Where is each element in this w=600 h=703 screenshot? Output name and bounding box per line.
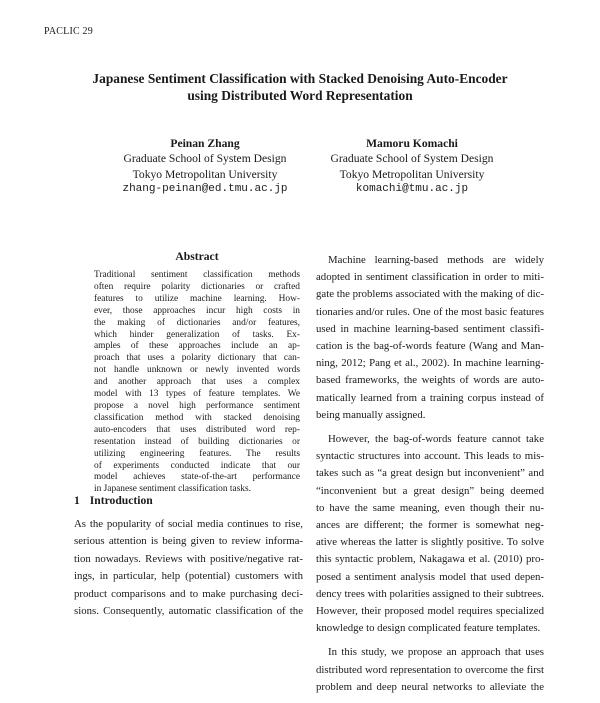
text-line: which hinder generalization of tasks. Ex- — [94, 329, 300, 340]
author-name: Peinan Zhang — [170, 137, 240, 150]
right-column-body — [316, 252, 544, 703]
text-line: this syntactic problem, Nakagawa et al. (2010) pro- — [316, 553, 544, 566]
text-line: takes such as “a great design but inconvenient” and — [316, 467, 544, 480]
text-line: distributed word representation to overcome the first — [316, 663, 544, 676]
author-block-1 — [100, 136, 310, 198]
title-line-2: using Distributed Word Representation — [187, 88, 413, 103]
paragraph — [316, 431, 544, 637]
text-line: used in machine learning-based sentiment classifi- — [316, 322, 544, 335]
text-line: ever, those approaches incur high costs in — [94, 305, 300, 316]
author-institution: Tokyo Metropolitan University — [132, 167, 278, 181]
text-line: Traditional sentiment classification methods — [94, 270, 300, 280]
text-line: Machine learning-based methods are widely — [328, 254, 544, 266]
author-name: Mamoru Komachi — [366, 137, 458, 150]
text-line: gate the problems associated with the making of dic- — [316, 288, 544, 301]
text-line: ances are different; the former is somewhat neg- — [316, 519, 544, 532]
paragraph — [316, 252, 544, 424]
text-line: being manually assigned. — [316, 408, 426, 421]
text-line: ings, in particular, help (potential) customers with — [74, 570, 303, 583]
text-line: ning, 2012; Pang et al., 2002). In machine learning- — [316, 357, 544, 370]
title-line-1: Japanese Sentiment Classification with Stacked Denoising Auto-Encoder — [92, 71, 508, 86]
author-email: komachi@tmu.ac.jp — [355, 183, 469, 196]
text-line: knowledge to design complicated feature templates. — [316, 622, 541, 635]
text-line: propose a novel high performance sentiment — [94, 400, 300, 411]
text-line: model with 13 types of feature templates. We — [94, 389, 300, 400]
text-line: serious attention is being given to review informa- — [74, 535, 303, 548]
text-line: the making of dictionaries and/or features, — [94, 317, 300, 328]
text-line: However, their proposed model requires specialized — [316, 605, 544, 618]
paper-title — [60, 70, 540, 104]
text-line: matically learned from a training corpus instead of — [316, 391, 544, 404]
text-line: in Japanese sentiment classification tasks. — [94, 484, 251, 495]
text-line: tion nowadays. Reviews with positive/negative rat- — [74, 552, 303, 565]
section-number: 1 — [74, 494, 80, 507]
text-line: utilizing engineering features. The results — [94, 448, 300, 459]
text-line: resentation instead of building dictionaries or — [94, 436, 300, 447]
text-line: classification method with stacked denoising — [94, 412, 300, 423]
text-line: often require polarity dictionaries or crafted — [94, 281, 300, 292]
author-institution: Tokyo Metropolitan University — [339, 167, 485, 181]
venue-header: PACLIC 29 — [44, 26, 93, 37]
text-line: not handle unknown or newly invented words — [94, 365, 300, 376]
author-affiliation: Graduate School of System Design — [123, 152, 287, 166]
text-line: cation is the bag-of-words feature (Wang and Man- — [316, 340, 544, 353]
text-line: auto-encoders that uses distributed word rep- — [94, 424, 300, 435]
text-line: of experiments conducted indicate that our — [94, 460, 300, 471]
text-line: sions. Consequently, automatic classification of the — [74, 605, 303, 618]
text-line: As the popularity of social media continues to rise, — [74, 518, 303, 530]
paragraph — [316, 644, 544, 696]
abstract-body — [94, 270, 300, 496]
text-line: syntactic structures into account. This leads to mis- — [316, 450, 544, 463]
section-title: Introduction — [89, 494, 153, 507]
text-line: adopted in sentiment classification in order to miti- — [316, 271, 544, 284]
text-line: product comparisons and to make purchasing deci- — [74, 587, 303, 600]
author-email: zhang-peinan@ed.tmu.ac.jp — [122, 183, 288, 196]
abstract-heading: Abstract — [175, 250, 219, 263]
text-line: dency trees with polarities assigned to their subtrees. — [316, 587, 544, 600]
text-line: to have the same meaning, even though their nu- — [316, 501, 544, 514]
text-line: proach that uses a polarity dictionary that can- — [94, 353, 300, 364]
text-line: posed a sentiment analysis model that used depen- — [316, 570, 544, 583]
text-line: However, the bag-of-words feature cannot take — [328, 433, 544, 446]
text-line: “inconvenient but a great design” being deemed — [316, 484, 544, 497]
author-affiliation: Graduate School of System Design — [330, 152, 494, 166]
text-line: features to utilize machine learning. How- — [94, 293, 300, 304]
text-line: amples of these approaches include an ap- — [94, 341, 300, 352]
text-line: model achieves state-of-the-art performance — [94, 472, 300, 483]
text-line: ative whereas the latter is slightly positive. To solve — [316, 536, 544, 549]
text-line: In this study, we propose an approach that uses — [328, 646, 544, 659]
introduction-body — [74, 516, 303, 620]
text-line: based frameworks, the weights of words are auto- — [316, 374, 544, 387]
section-heading-introduction — [74, 494, 153, 507]
text-line: and another approach that uses a complex — [94, 377, 300, 388]
text-line: problem and deep neural networks to alleviate the — [316, 680, 544, 693]
text-line: tionaries and/or rules. One of the most basic features — [316, 305, 544, 318]
author-block-2 — [307, 136, 517, 198]
